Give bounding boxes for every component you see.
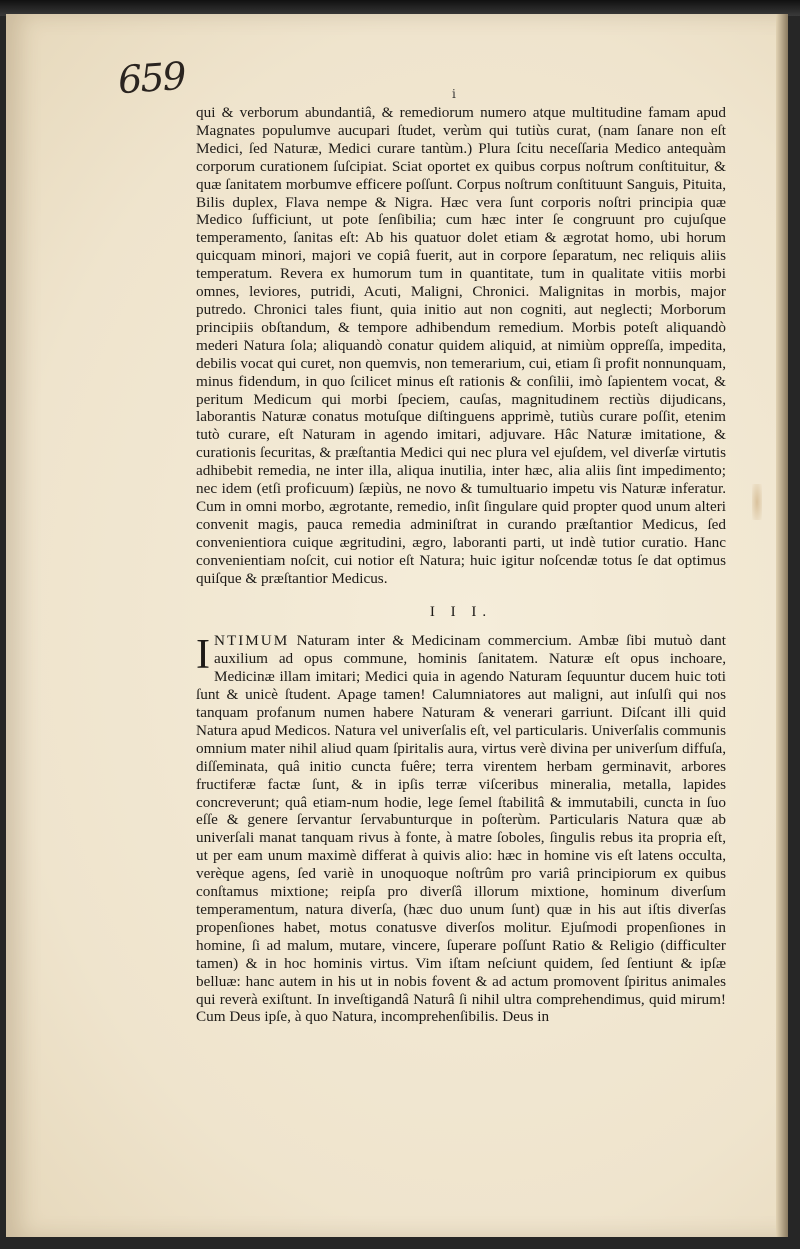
signature-mark: i: [452, 87, 456, 101]
section-paragraph: [196, 632, 726, 1026]
section-lead-word: NTIMUM: [214, 632, 290, 650]
body-text: [196, 104, 726, 1026]
drop-cap: I: [196, 632, 210, 679]
section-heading: I I I.: [429, 604, 493, 621]
book-page: [6, 14, 788, 1237]
paragraph-continuation: qui & verborum abundantiâ, & remediorum numero atque multitudine famam apud Magnates populumve aucupari ſtudet, verùm qui tutiùs curat, (nam ſanare non eſt Medici, ſed Naturæ, Medici curare tantùm.) Plura ſcitu neceſſaria Medico antequàm corporum curationem ſuſcipiat. Sciat oportet ex quibus corpus noſtrum conſtituitur, & quæ ſanitatem morbumve efficere poſſunt. Corpus noſtrum conſtituunt Sanguis, Pituita, Bilis duplex, Flava nempe & Nigra. Hæc vera ſunt corporis noſtri principia quæ Medico ſufficiunt, ut pote ſenſibilia; cum hæc inter ſe congruunt pro cujuſque temperamento, ſanitas eſt: Ab his quatuor dolet etiam & ægrotat homo, ubi horum quicquam minori, majori ve copiâ fuerit, aut in corpore ſeparatum, nec reliquis aliis temperatum. Revera ex humorum tum in quantitate, tum in qualitate vitiis morbi omnes, leviores, putridi, Acuti, Maligni, Chronici. Malignitas in morbis, major putredo. Chronici tales fiunt, quia initio aut non cogniti, aut neglecti; Morborum principiis obſtandum, & tempore adhibendum remedium. Morbis poteſt aliquandò mederi Natura ſola; aliquandò conatur quidem aliquid, at nimiùm oppreſſa, impedita, debilis vocat qui curet, non quemvis, non temerarium, cui, etiam ſi profit nonnunquam, minus fidendum, in quo ſcilicet minus eſt rationis & conſilii, imò ſapientem vocat, & peritum Medicum qui morbi ſpeciem, cauſas, magnitudinem rectiùs dijudicans, laborantis Naturæ conatus motuſque diſtinguens apprimè, tutiùs curare poſſit, etenim tutò curare, eſt Naturam in agendo imitari, adjuvare. Hâc Naturæ imitatione, & curationis ſecuritas, & præſtantia Medici qui nec plura vel ejuſdem, vel diverſæ virtutis adhibebit remedia, ne inter illa, aliqua inutilia, inter hæc, alia aliis ſint impedimento; nec idem (etſi proficuum) ſæpiùs, ne novo & tumultuario impetu vis Naturæ inferatur. Cum in omni morbo, ægrotante, remedio, inſit ſingulare quid propter quod unum alteri convenit magis, pauca remedia adminiſtrat in curando præſtantior Medicus, ſed convenientiora cuique ægritudini, ægro, laboranti parti, ut indè tutior curatio. Hanc convenientiam noſcit, cui notior eſt Natura; huic igitur noſcendæ totus ſe dat optimus quiſque & præſtantior Medicus.: [196, 104, 726, 587]
section-body: Naturam inter & Medicinam commercium. Ambæ ſibi mutuò dant auxilium ad opus commune, hominis ſanitatem. Naturæ eſt opus inchoare, Medicinæ illam imitari; Medici quia in agendo Naturam ſequuntur ducem huic toti ſunt & unicè ſtudent. Apage tamen! Calumniatores aut maligni, aut inſulſi qui nos tanquam profanum numen habere Naturam & venerari garriunt. Diſcant illi quid Natura apud Medicos. Natura vel univerſalis eſt, vel particularis. Univerſalis communis omnium mater nihil aliud quam ſpiritalis aura, virtus verè divina per univerſum diffuſa, diſſeminata, quâ initio cuncta fuêre; terra virentem herbam germinavit, arbores fructiferæ factæ ſunt, & in ipſis terræ viſceribus mineralia, metalla, lapides concreverunt; quâ etiam-num hodie, lege ſemel ſtabilitâ & immutabili, cuncta in ſuo eſſe & genere ſervantur ſervabunturque in poſterùm. Particularis Natura quæ ab univerſali manat tanquam rivus à fonte, à matre ſoboles, ſingulis rebus ita propria eſt, ut per eam unum maximè differat à quivis alio: hæc in homine vis eſt latens occulta, verèque agens, ſed variè in unoquoque noſtrûm pro variâ principiorum ex quibus conſtamus mixtione; reipſa pro diverſâ illorum mixtione, hominum diverſum temperamentum, natura diverſa, (hæc duo unum ſunt) quæ in his aut iſtis diverſas propenſiones habet, motus conatusve diverſos molitur. Ejuſmodi propenſiones in homine, ſi ad malum, mutare, vincere, ſuperare poſſunt Ratio & Religio (difficulter tamen) & in hoc hominis virtus. Vim iſtam neſciunt quidem, ſed ſentiunt & ipſæ belluæ: hanc autem in his ut in nobis fovent & ad actum promovent ſpiritus animales qui reverà exiſtunt. In inveſtigandâ Naturâ ſi nihil ultra comprehendimus, quid mirum! Cum Deus ipſe, à quo Natura, incomprehenſibilis. Deus in: [196, 632, 726, 1026]
paper-stain: [752, 484, 762, 520]
page-number: 659: [116, 53, 186, 103]
page-gutter-shadow: [776, 14, 788, 1237]
